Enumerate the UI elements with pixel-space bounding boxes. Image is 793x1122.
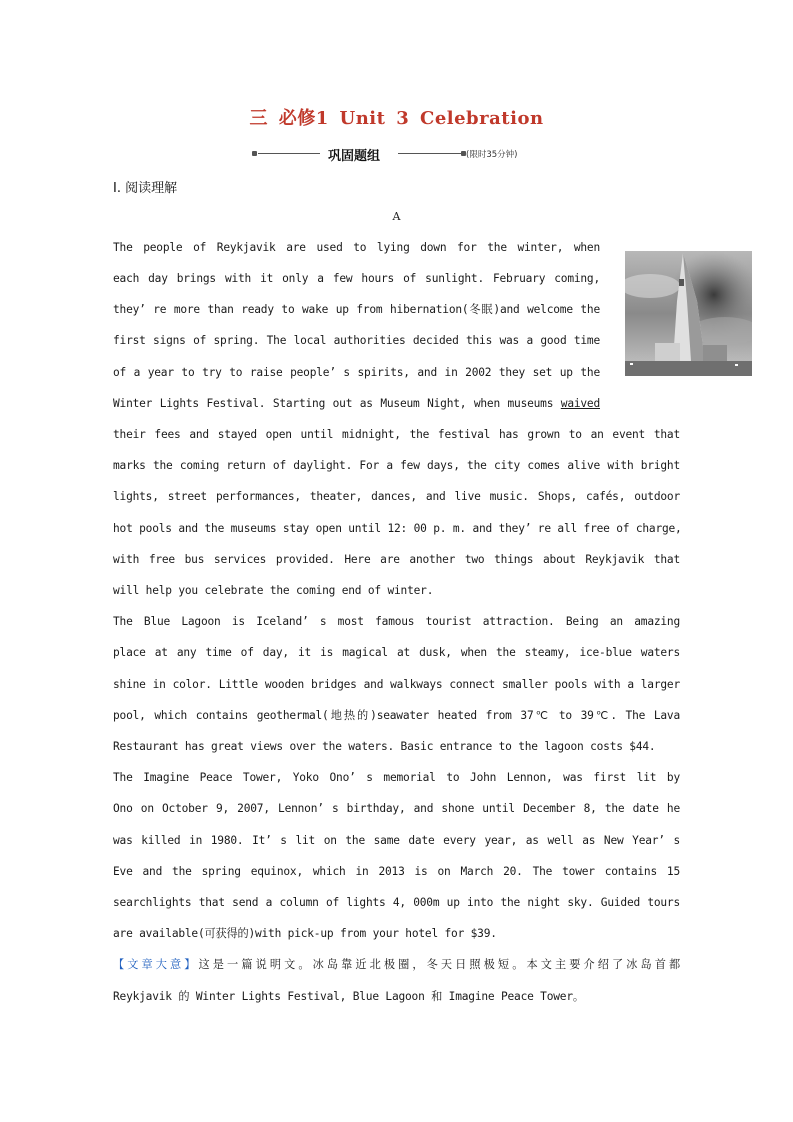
passage-line-6-text: Winter Lights Festival. Starting out as Museum Night, when museums xyxy=(113,397,561,410)
passage-line-21: Eve and the spring equinox, which in 2013 is on March 20. The tower contains 15 xyxy=(113,865,680,878)
passage-line-20: was killed in 1980. It’ s lit on the same date every year, as well as New Year’ s xyxy=(113,834,680,847)
banner-right-rule xyxy=(398,153,462,154)
passage-line-3: they’ re more than ready to wake up from hibernation(冬眠)and welcome the xyxy=(113,303,600,316)
passage-line-6 xyxy=(113,396,600,412)
passage-line-19: Ono on October 9, 2007, Lennon’ s birthday, and shone until December 8, the date he xyxy=(113,802,680,815)
passage-line-9: lights, street performances, theater, dances, and live music. Shops, cafés, outdoor xyxy=(113,490,680,503)
underlined-word: waived xyxy=(560,397,600,410)
passage-line-10: hot pools and the museums stay open until 12: 00 p. m. and they’ re all free of charge, xyxy=(113,522,682,535)
passage-line-2: each day brings with it only a few hours of sunlight. February coming, xyxy=(113,272,600,285)
passage-line-13: The Blue Lagoon is Iceland’ s most famous tourist attraction. Being an amazing xyxy=(113,615,680,628)
passage-line-15: shine in color. Little wooden bridges and walkways connect smaller pools with a larger xyxy=(113,678,680,691)
passage-label: A xyxy=(392,210,401,223)
passage-line-12: will help you celebrate the coming end of winter. xyxy=(113,584,434,597)
summary-line-1 xyxy=(113,957,680,973)
passage-line-16: pool, which contains geothermal(地热的)seawater heated from 37℃ to 39℃. The Lava xyxy=(113,709,680,722)
passage-line-22: searchlights that send a column of lights 4, 000m up into the night sky. Guided tours xyxy=(113,896,680,909)
church-tower-photo xyxy=(625,251,752,376)
passage-line-18: The Imagine Peace Tower, Yoko Ono’ s memorial to John Lennon, was first lit by xyxy=(113,771,680,784)
passage-line-11: with free bus services provided. Here are another two things about Reykjavik that xyxy=(113,553,680,566)
section-heading: Ⅰ. 阅读理解 xyxy=(113,181,178,196)
banner-left-dot xyxy=(252,151,257,156)
passage-line-7: their fees and stayed open until midnight, the festival has grown to an event that xyxy=(113,428,680,441)
banner-time-note: (限时35分钟) xyxy=(466,150,518,160)
passage-line-1: The people of Reykjavik are used to lying down for the winter, when xyxy=(113,241,600,254)
passage-line-8: marks the coming return of daylight. For a few days, the city comes alive with bright xyxy=(113,459,680,472)
passage-line-5: of a year to try to raise people’ s spirits, and in 2002 they set up the xyxy=(113,366,600,379)
page-title: 三 必修1 Unit 3 Celebration xyxy=(249,108,544,129)
section-banner xyxy=(252,145,552,163)
passage-line-23: are available(可获得的)with pick-up from your hotel for $39. xyxy=(113,927,497,940)
passage-line-17: Restaurant has great views over the waters. Basic entrance to the lagoon costs $44. xyxy=(113,740,656,753)
banner-label: 巩固题组 xyxy=(328,149,381,164)
summary-line-2: Reykjavik 的 Winter Lights Festival, Blue Lagoon 和 Imagine Peace Tower。 xyxy=(113,990,584,1003)
passage-line-14: place at any time of day, it is magical at dusk, when the steamy, ice-blue waters xyxy=(113,646,680,659)
summary-text-1: 这是一篇说明文。冰岛靠近北极圈，冬天日照极短。本文主要介绍了冰岛首都 xyxy=(198,958,680,971)
summary-tag: 【文章大意】 xyxy=(113,958,199,971)
passage-line-4: first signs of spring. The local authorities decided this was a good time xyxy=(113,334,600,347)
banner-left-rule xyxy=(258,153,320,154)
